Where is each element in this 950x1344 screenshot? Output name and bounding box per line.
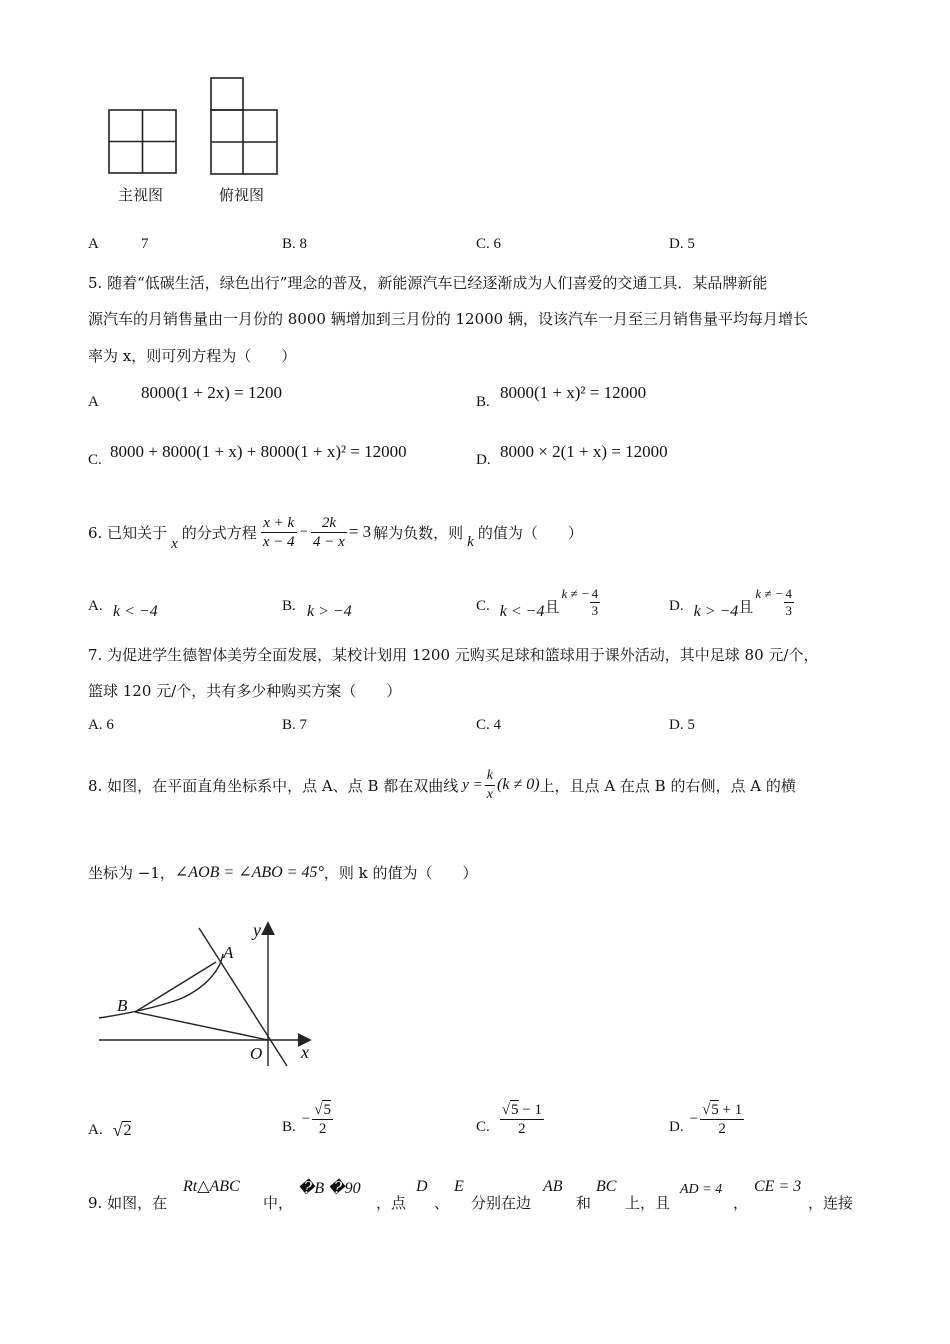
- q7-option-c: C. 4: [476, 717, 502, 733]
- q8-option-d-num-tail: + 1: [718, 1102, 743, 1118]
- q6-option-d-label: D.: [669, 597, 684, 614]
- q8-frac-num: k: [485, 767, 495, 786]
- front-view-label: 主视图: [118, 186, 164, 204]
- q6-option-c-and: 且: [544, 597, 560, 616]
- q8-option-b-label: B.: [282, 1118, 296, 1135]
- q8-angle-eq: ∠AOB = ∠ABO = 45°: [174, 864, 324, 881]
- q6-option-d-and: 且: [738, 597, 754, 616]
- q7-line-2: 篮球 120 元/个，共有多少种购买方案（ ）: [88, 682, 402, 700]
- q5-option-c-equation: 8000 + 8000(1 + x) + 8000(1 + x)² = 12000: [110, 442, 407, 461]
- q8-option-d-fraction: [700, 1100, 744, 1138]
- q8-option-b: [282, 1094, 333, 1144]
- q9-suffix: ，连接: [808, 1194, 854, 1212]
- label-x: x: [301, 1042, 309, 1062]
- label-y: y: [253, 920, 261, 940]
- q8-suffix: 上，且点 A 在点 B 的右侧，点 A 的横: [539, 776, 796, 795]
- q6-option-d-fraction: [784, 586, 795, 619]
- q7-option-b: B. 7: [282, 717, 308, 733]
- q6-var-k: k: [467, 533, 474, 550]
- q6-frac1-numerator: x + k: [261, 514, 297, 533]
- q8-option-a-label: A.: [88, 1121, 103, 1138]
- q8-option-a: [88, 1115, 131, 1145]
- q7-option-d: D. 5: [669, 717, 695, 733]
- q6-option-c-neq: k ≠ −: [561, 586, 590, 601]
- q5-option-a-label: A: [88, 394, 99, 410]
- q9-mid-4: 上，且: [625, 1194, 671, 1212]
- q8-frac-den: x: [486, 786, 493, 802]
- q9-angle: �B �90: [298, 1180, 361, 1197]
- q6-mid: 的分式方程: [181, 523, 257, 542]
- sqrt-sign: √: [314, 1102, 323, 1118]
- q8-option-a-sqrt-sign: √: [112, 1119, 123, 1140]
- q6-var-x: x: [171, 535, 178, 552]
- q4-option-c: C. 6: [476, 236, 502, 252]
- q6-fraction-2: [311, 514, 347, 551]
- sqrt-sign: √: [501, 1102, 510, 1118]
- q9-prefix: 9. 如图，在: [88, 1194, 168, 1212]
- q8-line2-b: ，则 k 的值为（ ）: [323, 863, 478, 882]
- q8-option-c-fraction: [500, 1100, 544, 1138]
- q8-stem-line-2: [88, 862, 478, 882]
- label-o: O: [250, 1044, 263, 1063]
- front-view: [109, 110, 176, 173]
- q5-line-1: 5. 随着“低碳生活，绿色出行”理念的普及，新能源汽车已经逐渐成为人们喜爱的交通工具．某品牌新能: [88, 274, 768, 292]
- q5-line-3: 率为 x，则可列方程为（ ）: [88, 347, 297, 365]
- q8-option-b-neg: −: [301, 1110, 311, 1127]
- q9-mid-2: ，点: [376, 1194, 407, 1212]
- q5-line-2: 源汽车的月销售量由一月份的 8000 辆增加到三月份的 12000 辆，设该汽车一月至三月销售量平均每月增长: [88, 310, 808, 328]
- q6-option-b-label: B.: [282, 598, 296, 614]
- q8-prefix: 8. 如图，在平面直角坐标系中，点 A、点 B 都在双曲线: [88, 776, 459, 795]
- q4-option-d: D. 5: [669, 236, 695, 252]
- q6-suffix-1: 解为负数，则: [373, 523, 464, 542]
- q6-option-d-neq: k ≠ −: [755, 586, 784, 601]
- top-view-label: 俯视图: [219, 186, 265, 204]
- q6-frac1-denominator: x − 4: [262, 533, 295, 550]
- q5-option-b-equation: 8000(1 + x)² = 12000: [500, 383, 647, 402]
- top-view: [211, 78, 277, 174]
- q8-option-c: [476, 1094, 544, 1144]
- q6-option-d-frac-num: 4: [785, 585, 792, 601]
- q6-suffix-2: 的值为（ ）: [477, 523, 583, 542]
- q6-fraction-1: [261, 514, 297, 551]
- q9-side-ab: AB: [543, 1178, 563, 1195]
- label-a: A: [223, 943, 234, 962]
- q8-option-c-denominator: 2: [518, 1121, 526, 1137]
- q9-ce: CE = 3: [754, 1178, 802, 1195]
- q6-option-a-label: A.: [88, 598, 103, 614]
- q7-line-1: 7. 为促进学生德智体美劳全面发展，某校计划用 1200 元购买足球和篮球用于课外活动，其中足球 80 元/个，: [88, 646, 819, 664]
- q6-option-c-fraction: [590, 586, 601, 619]
- q9-point-e: E: [454, 1178, 464, 1195]
- q6-option-d-expr: k > −4: [693, 603, 739, 620]
- q8-option-d-denominator: 2: [718, 1121, 726, 1137]
- q8-option-b-fraction: [312, 1100, 333, 1138]
- q9-mid-3: 分别在边: [471, 1194, 532, 1212]
- q6-frac2-numerator: 2k: [311, 514, 347, 533]
- q8-condition: (k ≠ 0): [497, 776, 540, 793]
- q8-option-d-numerator: [700, 1100, 744, 1120]
- q5-option-b-label: B.: [476, 394, 490, 410]
- q5-option-d-equation: 8000 × 2(1 + x) = 12000: [500, 442, 668, 461]
- q6-option-c-frac-den: 3: [591, 602, 599, 618]
- q6-option-c: [476, 580, 600, 624]
- q7-option-a: A. 6: [88, 717, 114, 733]
- q8-option-c-label: C.: [476, 1118, 490, 1135]
- q8-option-b-radicand: 5: [323, 1102, 331, 1118]
- q4-option-a-label: A: [88, 236, 99, 252]
- q5-option-d-label: D.: [476, 452, 491, 468]
- q8-fraction: [485, 767, 495, 804]
- line-oa: [199, 928, 287, 1066]
- q5-option-a-equation: 8000(1 + 2x) = 1200: [141, 383, 282, 402]
- q9-triangle: Rt△ABC: [183, 1178, 240, 1195]
- q6-eq-tail: = 3: [348, 522, 372, 541]
- segment-ab: [135, 962, 216, 1012]
- q8-option-d: [669, 1094, 744, 1144]
- q8-coordinate-figure: [95, 916, 325, 1076]
- q6-option-a-expr: k < −4: [113, 603, 158, 620]
- q8-stem-line-1: [88, 760, 796, 810]
- q6-stem: [88, 508, 583, 556]
- q8-option-d-label: D.: [669, 1118, 684, 1135]
- q8-option-d-neg: −: [689, 1110, 699, 1127]
- q8-option-d-radicand: 5: [711, 1102, 719, 1118]
- q6-option-d: [669, 580, 794, 624]
- q6-minus: −: [299, 523, 309, 540]
- q9-separator: 、: [434, 1194, 450, 1212]
- q6-option-d-frac-den: 3: [785, 602, 792, 618]
- q9-and: 和: [576, 1194, 592, 1212]
- q5-option-c-label: C.: [88, 452, 102, 468]
- q9-comma: ，: [733, 1194, 749, 1212]
- q8-option-c-num-tail: − 1: [518, 1102, 542, 1118]
- q8-option-a-radicand: 2: [123, 1121, 132, 1139]
- segment-bo: [135, 1012, 268, 1040]
- q8-y-eq: y =: [462, 776, 483, 793]
- label-b: B: [117, 996, 128, 1015]
- q9-side-bc: BC: [596, 1178, 617, 1195]
- q8-line2-a: 坐标为 −1，: [88, 863, 175, 882]
- q6-option-c-frac-num: 4: [591, 585, 599, 601]
- q9-point-d: D: [416, 1178, 428, 1195]
- q6-frac2-denominator: 4 − x: [313, 533, 345, 550]
- sqrt-sign: √: [702, 1102, 711, 1118]
- q9-ad: AD = 4: [680, 1182, 723, 1197]
- q6-prefix: 6. 已知关于: [88, 523, 168, 542]
- q4-option-b: B. 8: [282, 236, 308, 252]
- q8-option-b-denominator: 2: [318, 1121, 327, 1137]
- q4-option-a-value: 7: [141, 236, 149, 252]
- q6-option-b-expr: k > −4: [307, 603, 352, 620]
- q9-mid-1: 中，: [263, 1194, 294, 1212]
- q8-option-c-radicand: 5: [511, 1102, 519, 1118]
- q6-option-c-expr: k < −4: [499, 603, 545, 620]
- q6-option-c-label: C.: [476, 597, 490, 614]
- q8-option-c-numerator: [500, 1100, 544, 1120]
- q8-option-b-numerator: [312, 1100, 333, 1120]
